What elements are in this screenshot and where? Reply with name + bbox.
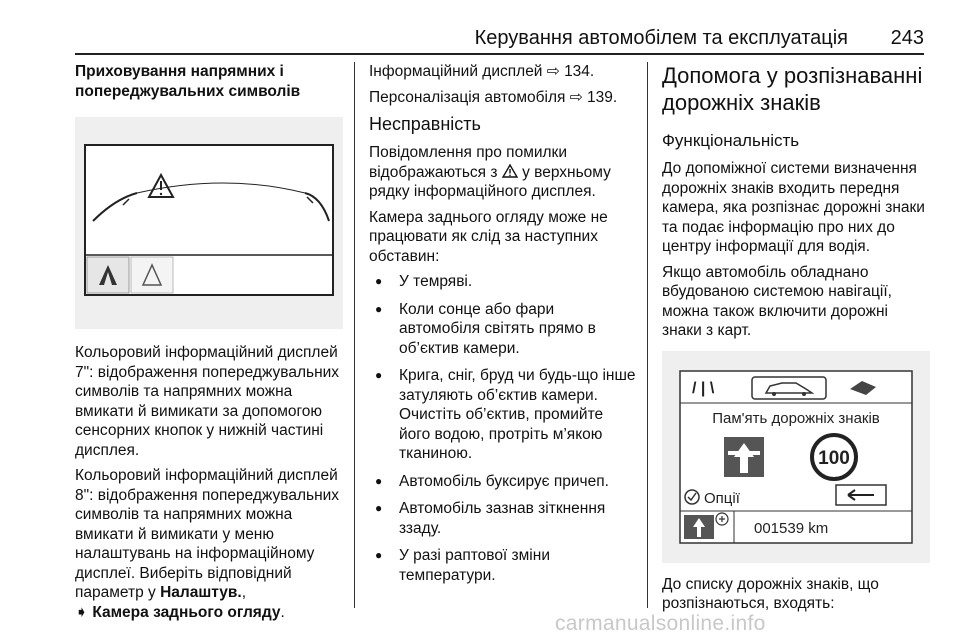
column-2 — [369, 62, 637, 593]
ref-info-display: Інформаційний дисплей ⇨ 134. — [369, 63, 595, 80]
speed-limit-value: 100 — [818, 447, 850, 469]
list-item: ● Коли сонце або фари автомобіля світять прямо в об’єктив камери. — [369, 300, 637, 359]
list-item: ● Автомобіль зазнав зіткнення ззаду. — [369, 499, 637, 538]
header-rule — [75, 53, 924, 55]
para1-end: у верхньому рядку інформаційного дисплея. — [369, 163, 611, 200]
para2-end: . — [280, 603, 285, 621]
settings-label: Налаштув. — [160, 584, 242, 601]
header-title: Керування автомобілем та експлуатація — [474, 27, 848, 49]
lane-tab-icon: / | \ — [692, 379, 715, 397]
paragraph-sign-list-intro: До списку дорожніх знаків, що розпізнаються, входять: — [662, 575, 879, 612]
ref-personalisation: Персоналізація автомобіля ⇨ 139. — [369, 88, 618, 106]
paragraph-system-description: До допоміжної системи визначення дорожніх знаків входить передня камера, яка розпізнає дорожні знаки та подає інформацію про них до центру інформації для водія. — [662, 160, 925, 255]
subheading-hide-guidelines: Приховування напрямних і попереджувальних символів — [75, 63, 301, 100]
subheading-functionality: Функціональність — [662, 131, 800, 150]
list-item: ● Автомобіль буксирує причеп. — [369, 472, 637, 492]
odometer-value: 001539 km — [754, 519, 829, 537]
list-item: ● У разі раптової зміни температури. — [369, 546, 637, 585]
para2-separator: , — [241, 584, 247, 601]
page-header — [0, 0, 960, 56]
watermark: carmanualsonline.info — [555, 612, 766, 635]
rear-camera-display-figure — [75, 117, 343, 329]
symbols-toggle-button — [131, 257, 173, 293]
list-item: ● Крига, сніг, бруд чи будь-що інше затуляють об’єктив камери. Очистіть об’єктив, промийте його водою, протріть м’якою тканиною. — [369, 366, 637, 464]
list-item: ● У темряві. — [369, 272, 637, 292]
page-number: 243 — [890, 27, 924, 49]
para1-start: Повідомлення про помилки відображаються з — [369, 144, 567, 181]
warning-triangle-icon — [502, 164, 518, 178]
paragraph-conditions: Камера заднього огляду може не працювати як слід за наступних обставин: — [369, 208, 608, 265]
column-divider-1 — [354, 62, 355, 608]
menu-arrow-icon: ➧ — [75, 603, 88, 621]
options-label: Опції — [704, 489, 740, 507]
conditions-list — [369, 272, 637, 585]
banner-title: Пам'ять дорожніх знаків — [712, 409, 880, 427]
paragraph-7inch: Кольоровий інформаційний дисплей 7": відображення попереджувальних символів та напрямних можна вмикати й вимикати за допомогою сенсорних кнопок у нижній частині дисплея. — [75, 344, 340, 459]
paragraph-8inch — [75, 466, 343, 622]
column-3 — [662, 62, 930, 620]
column-divider-2 — [647, 62, 648, 608]
rear-camera-setting-label: Камера заднього огляду — [92, 603, 281, 621]
para2-text: Кольоровий інформаційний дисплей 8": відображення попереджувальних символів та напрямних можна вмикати й вимикати у меню налаштувань на інформаційному дисплеї. Виберіть відповідний параметр у — [75, 467, 340, 601]
car-tab — [752, 377, 826, 399]
paragraph-error-messages — [369, 143, 637, 202]
rear-camera-illustration — [75, 117, 343, 329]
column-1 — [75, 62, 343, 628]
paragraph-navigation: Якщо автомобіль обладнано вбудованою системою навігації, можна також включити дорожні знаки з карт. — [662, 263, 892, 339]
section-title-traffic-sign-assistant: Допомога у розпізнаванні дорожніх знаків — [662, 63, 923, 115]
section-title-fault: Несправність — [369, 114, 481, 134]
traffic-sign-display-illustration — [662, 351, 930, 563]
traffic-sign-memory-figure — [662, 351, 930, 563]
